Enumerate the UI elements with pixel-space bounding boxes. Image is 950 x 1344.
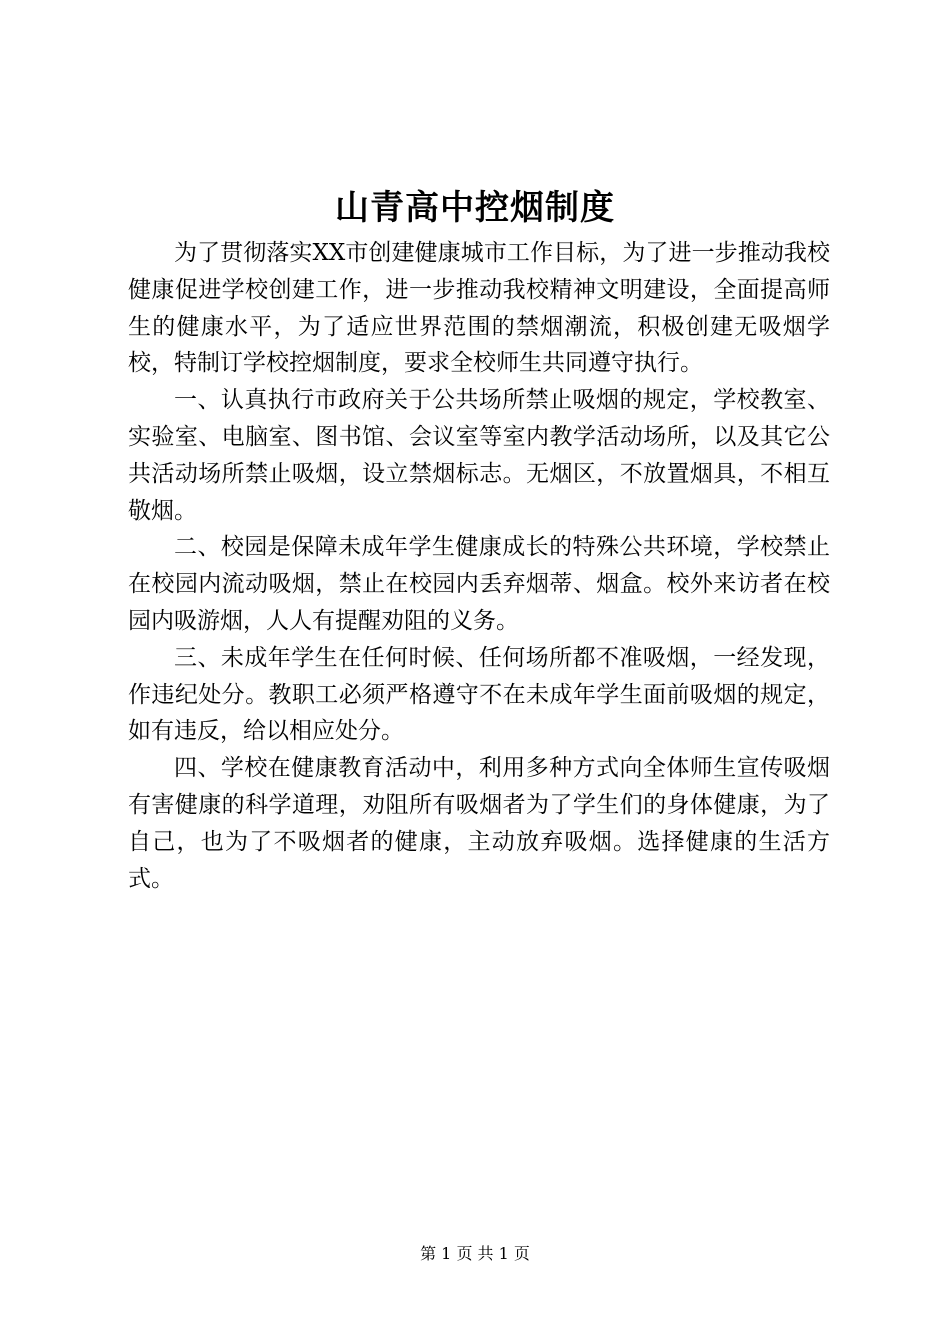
rule-paragraph-4: 四、学校在健康教育活动中，利用多种方式向全体师生宣传吸烟有害健康的科学道理，劝阻所有吸烟者为了学生们的身体健康，为了自己，也为了不吸烟者的健康，主动放弃吸烟。选择健康的生活方式。 bbox=[128, 755, 830, 892]
rule-paragraph-1: 一、认真执行市政府关于公共场所禁止吸烟的规定，学校教室、实验室、电脑室、图书馆、会议室等室内教学活动场所，以及其它公共活动场所禁止吸烟，设立禁烟标志。无烟区，不放置烟具，不相互敬烟。 bbox=[128, 387, 830, 524]
rule-paragraph-3: 三、未成年学生在任何时候、任何场所都不准吸烟，一经发现，作违纪处分。教职工必须严格遵守不在未成年学生面前吸烟的规定，如有违反，给以相应处分。 bbox=[128, 644, 830, 745]
document-title: 山青高中控烟制度 bbox=[335, 188, 615, 228]
document-body bbox=[128, 235, 830, 897]
rule-paragraph-2: 二、校园是保障未成年学生健康成长的特殊公共环境，学校禁止在校园内流动吸烟，禁止在校园内丢弃烟蒂、烟盒。校外来访者在校园内吸游烟，人人有提醒劝阻的义务。 bbox=[128, 534, 830, 634]
page-footer: 第 1 页 共 1 页 bbox=[420, 1244, 530, 1263]
intro-paragraph: 为了贯彻落实XX市创建健康城市工作目标，为了进一步推动我校健康促进学校创建工作，进一步推动我校精神文明建设，全面提高师生的健康水平，为了适应世界范围的禁烟潮流，积极创建无吸烟学校，特制订学校控烟制度，要求全校师生共同遵守执行。 bbox=[128, 240, 830, 377]
